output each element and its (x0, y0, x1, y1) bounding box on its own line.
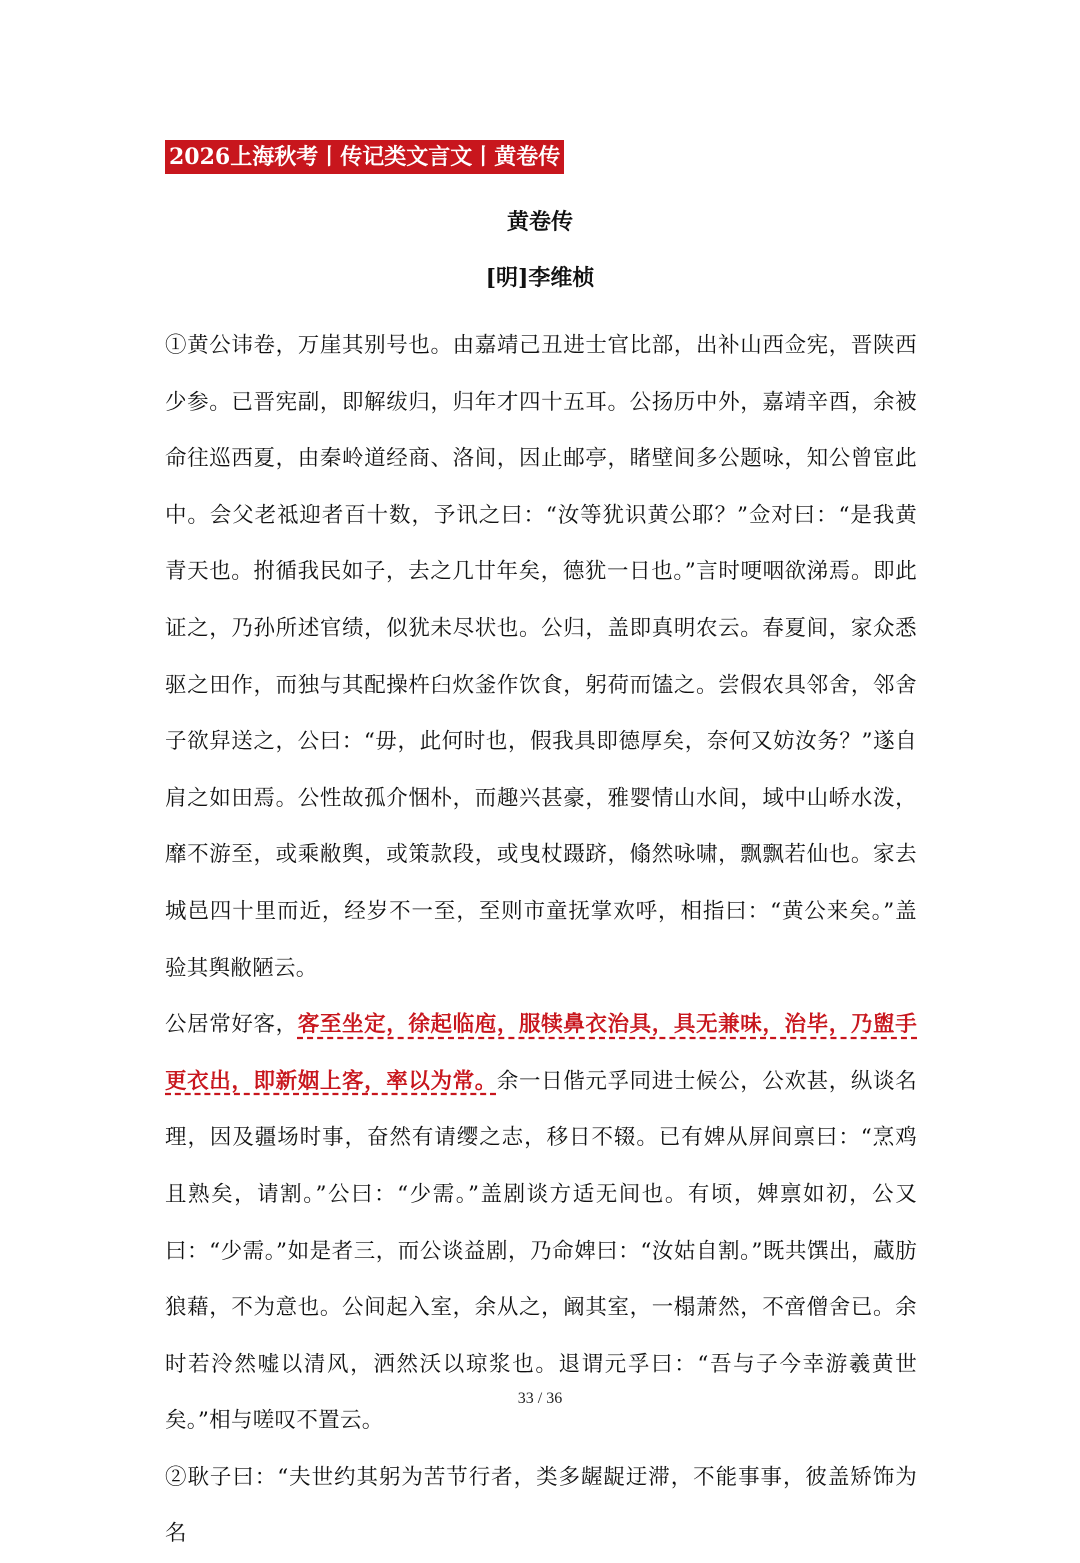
document-author: [明]李维桢 (485, 265, 595, 291)
body-text (165, 318, 917, 1563)
paragraph-3 (165, 1450, 917, 1563)
paragraph-2 (165, 997, 917, 1450)
text-segment: 公居常好客， (165, 1012, 298, 1038)
page-number: 33 / 36 (517, 1390, 563, 1407)
document-title: 黄卷传 (506, 209, 573, 235)
section-tag: 2026上海秋考丨传记类文言文丨黄卷传 (165, 140, 564, 174)
highlighted-sentence: 客至坐定，徐起临庖，服犊鼻衣治具，具无兼味，治毕，乃盥手更衣出，即新姻上客，率以为常。 (165, 1012, 917, 1094)
text-segment: ②耿子曰：“夫世约其躬为苦节行者，类多龌龊迂滞，不能事事，彼盖矫饰为名 (165, 1464, 917, 1547)
text-segment: ①黄公讳卷，万崖其别号也。由嘉靖己丑进士官比部，出补山西佥宪，晋陕西少参。已晋宪副，即解绂归，归年才四十五耳。公扬历中外，嘉靖辛酉，余被命往巡西夏，由秦岭道经商、洛间，因止邮亭，睹壁间多公题咏，知公曾宦此中。会父老祗迎者百十数，予讯之曰：“汝等犹识黄公耶？”佥对曰：“是我黄青天也。拊循我民如子，去之几廿年矣，德犹一日也。”言时哽咽欲涕焉。即此证之，乃孙所述官绩，似犹未尽状也。公归，盖即真明农云。春夏间，家众悉驱之田作，而独与其配操杵臼炊釜作饮食，躬荷而馌之。尝假农具邻舍，邻舍子欲舁送之，公曰：“毋，此何时也，假我具即德厚矣，奈何又妨汝务？”遂自肩之如田焉。公性故孤介悃朴，而趣兴甚豪，雅婴情山水间，域中山峤水泼，靡不游至，或乘敝舆，或策款段，或曳杖蹑跻，翛然咏啸，飘飘若仙也。家去城邑四十里而近，经岁不一至，至则市童抚掌欢呼，相指曰：“黄公来矣。”盖验其舆敝陋云。 (165, 333, 917, 981)
text-segment: 余一日偕元孚同进士候公，公欢甚，纵谈名理，因及疆场时事，奋然有请缨之志，移日不辍。已有婢从屏间禀曰：“烹鸡且熟矣，请割。”公曰：“少需。”盖剧谈方适无间也。有顷，婢禀如初，公又曰：“少需。”如是者三，而公谈益剧，乃命婢曰：“汝姑自割。”既共馔出，蔵肪狼藉，不为意也。公间起入室，余从之，阚其室，一榻萧然，不啻僧舍已。余时若泠然嘘以清风，洒然沃以琼浆也。退谓元孚曰：“吾与子今幸游羲黄世矣。”相与嗟叹不置云。 (165, 1068, 917, 1434)
paragraph-1 (165, 318, 917, 997)
